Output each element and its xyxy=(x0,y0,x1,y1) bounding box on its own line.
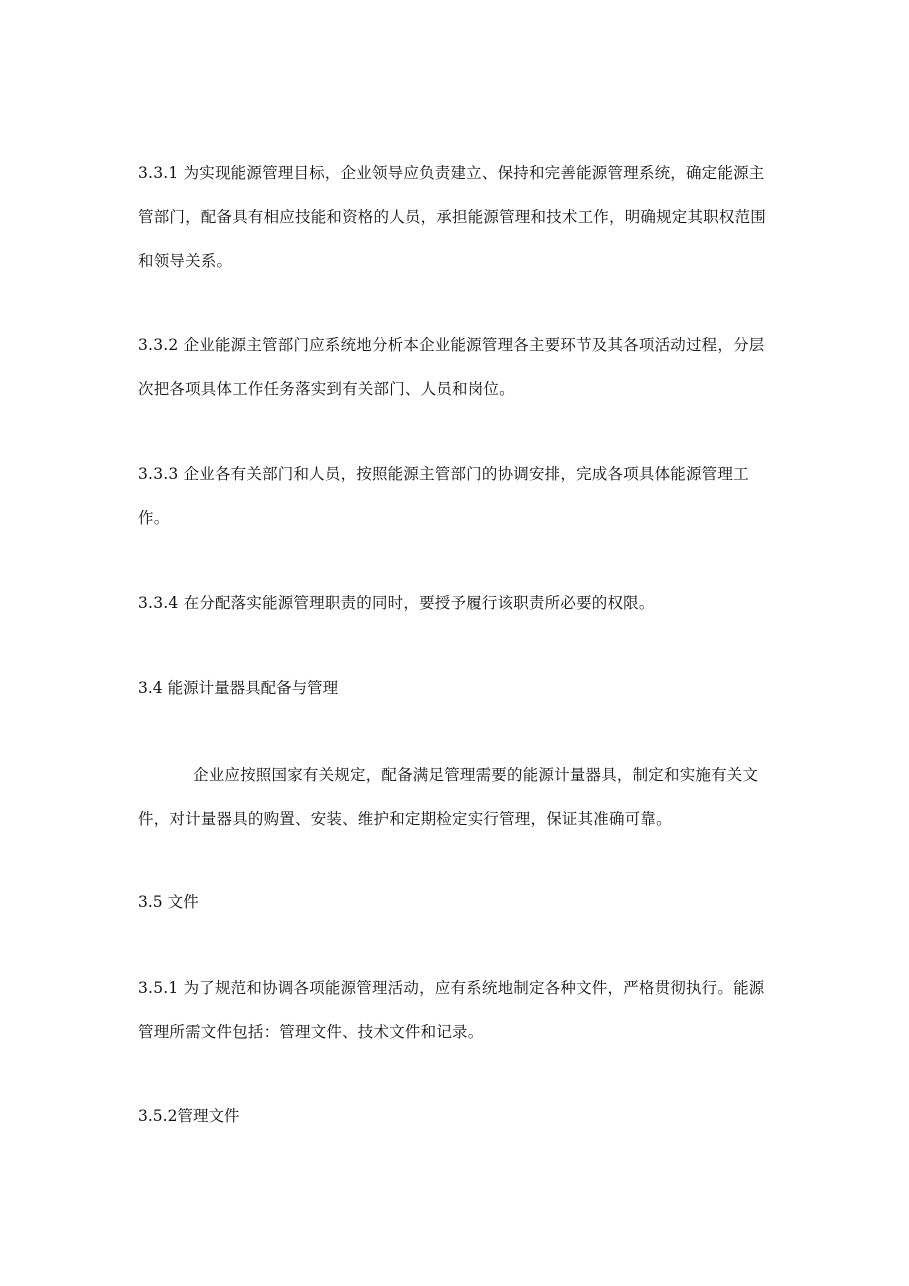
paragraph-3-3-3: 3.3.3 企业各有关部门和人员，按照能源主管部门的协调安排，完成各项具体能源管理工作。 xyxy=(138,465,749,527)
paragraph-3-4-body: 企业应按照国家有关规定，配备满足管理需要的能源计量器具，制定和实施有关文件，对计量器具的购置、安装、维护和定期检定实行管理，保证其准确可靠。 xyxy=(138,766,759,828)
section-heading-3-5-2: 3.5.2管理文件 xyxy=(138,1107,240,1125)
paragraph-3-3-4: 3.3.4 在分配落实能源管理职责的同时，要授予履行该职责所必要的权限。 xyxy=(138,594,655,612)
section-heading-3-5: 3.5 文件 xyxy=(138,893,199,911)
paragraph-3-3-2: 3.3.2 企业能源主管部门应系统地分析本企业能源管理各主要环节及其各项活动过程，分层次把各项具体工作任务落实到有关部门、人员和岗位。 xyxy=(138,336,765,398)
paragraph-3-5-1: 3.5.1 为了规范和协调各项能源管理活动，应有系统地制定各种文件，严格贯彻执行。能源管理所需文件包括：管理文件、技术文件和记录。 xyxy=(138,979,765,1041)
paragraph-3-3-1: 3.3.1 为实现能源管理目标，企业领导应负责建立、保持和完善能源管理系统，确定能源主管部门，配备具有相应技能和资格的人员，承担能源管理和技术工作，明确规定其职权范围和领导关系。 xyxy=(138,164,767,270)
section-heading-3-4: 3.4 能源计量器具配备与管理 xyxy=(138,679,339,697)
